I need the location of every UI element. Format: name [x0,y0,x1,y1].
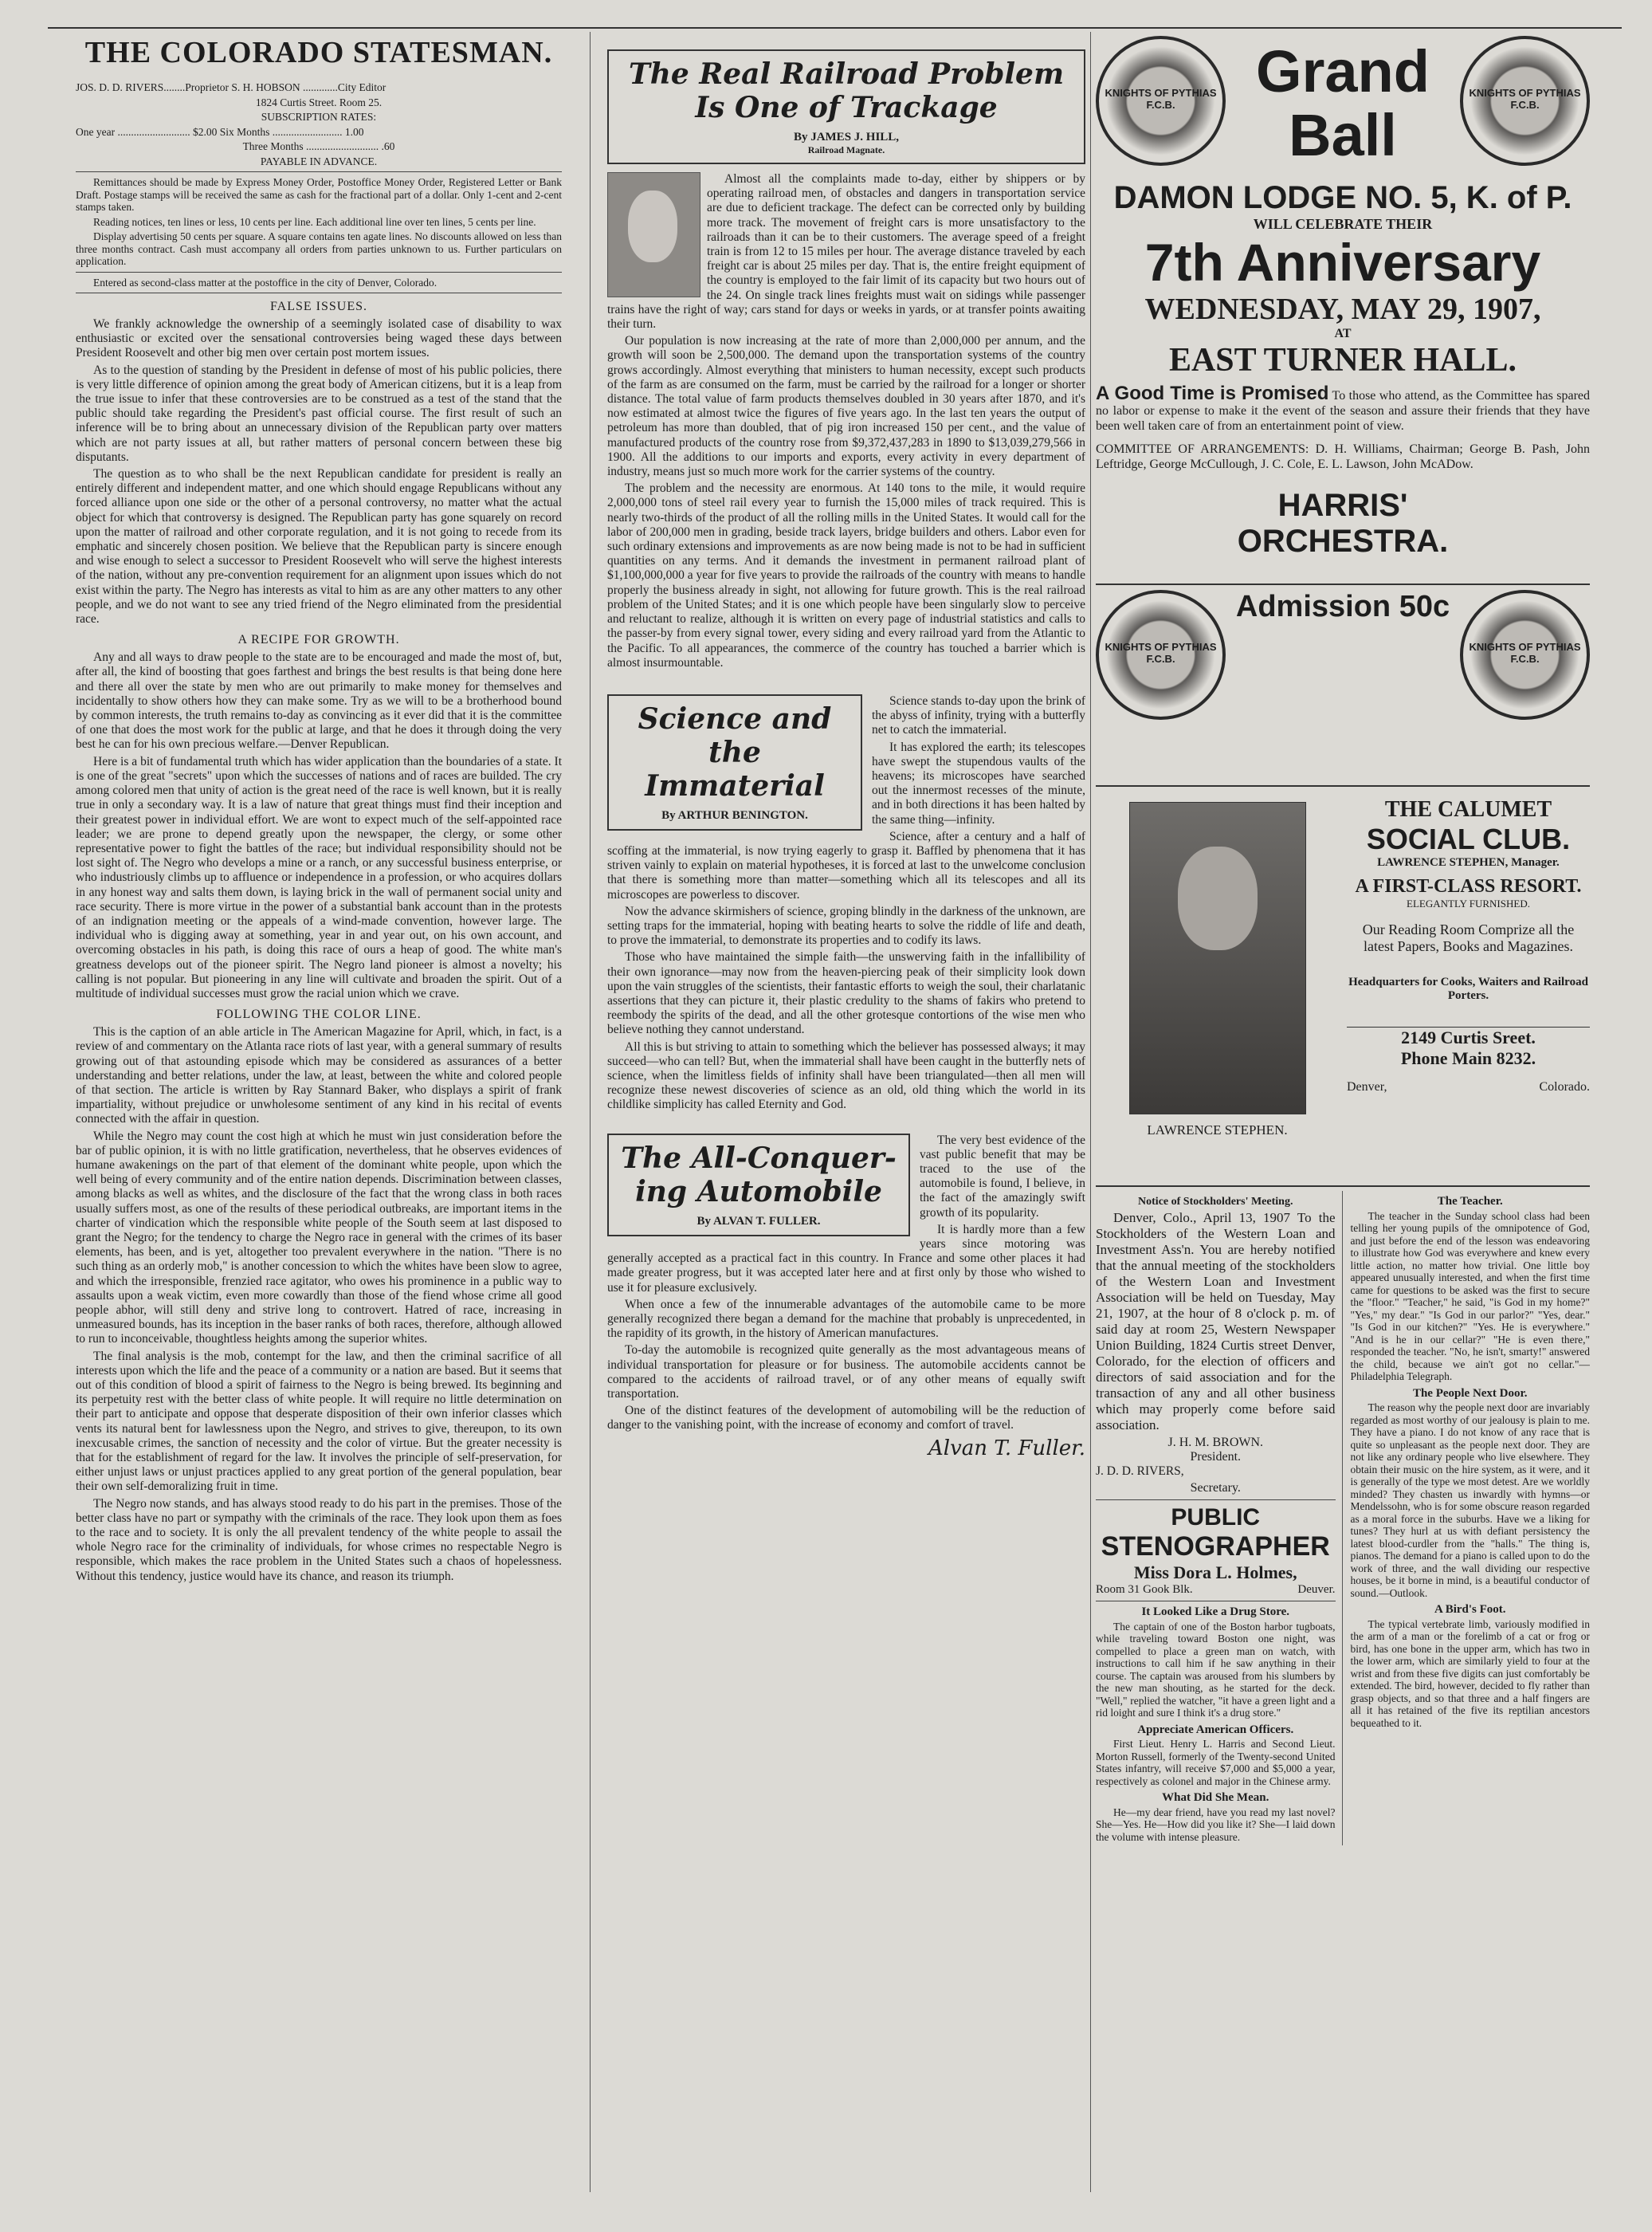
short-head: The People Next Door. [1412,1386,1528,1400]
advertisement-column [1096,32,1590,2192]
notice-sign: J. D. D. RIVERS, [1096,1464,1184,1478]
article-paragraph: While the Negro may count the cost high at which he must win just consideration before the bar of public opinion, it is with no little gratification, nevertheless, that he observes evidences of humane awakenings on the part of that element of the dominant white people, upon which the well being of every community and of the entire nation depends. Discrimination between classes, among blacks as well as whites, and the disclosure of the fact that the wrong class in both races usually suffers most, as one of the results of these periodical outbreaks, are important items in the charter of vindication which the responsible white people of the South seem at last disposed to grant the Negro; for the tendency to charge the Negro race in general with the crimes of its baser elements, has been, and is yet, altogether too prevalent everywhere in the nation. "There is no such thing as an orderly mob," is another concession to which the whites have been slow to agree, and which the irresponsible, frenzied race agitator, who owes his prominence in a public way to assaults upon a weak victim, even more cowardly than those of the fiend whose crime all good people abhor, will still deny and strive long to controvert. Hatred of race, increasing in unmeasured bounds, has its inception in the baser ranks of both races, therefore, although allowed to run to inconceivable, thoughtless heights among the superior whites. [76,1129,562,1346]
steno-room: Room 31 Gook Blk. [1096,1583,1193,1597]
byline-role: Railroad Magnate. [807,144,885,155]
divider [1096,1185,1590,1187]
column-rule-2 [1090,32,1091,2192]
stenographer-ad [1096,1504,1336,1597]
photo-caption: LAWRENCE STEPHEN. [1147,1122,1288,1138]
railroad-byline [615,131,1077,156]
divider [1096,1499,1336,1500]
article-paragraph: Those who have maintained the simple faith—the unswerving faith in the infallibility of their own ignorance—may now from the heaven-piercing peak of their simplicity look down upon the vain struggles of the scientists, their fantastic efforts to weigh the soul, their charlatanic assertions that they can picture it, their plastic credulity to the shams of fakirs who pretend to reembody the spirits of the dead, and all the other grotesque contortions of the wise men who believe nothing they cannot understand. [607,950,1085,1037]
article-paragraph: The question as to who shall be the next Republican candidate for president is really an entirely different and independent matter, and one which should engage Republicans without any forced alliance upon one side or the other of a personal controversy, no matter what the actual object for which that controversy is designed. The Republican party has gone squarely on record upon the matter of railroad and other corporate regulation, and it is not going to recede from its emphatic and sincerely chosen position. We believe that the Republican party is sincere enough and wise enough to select a successor to President Roosevelt who will serve the highest interests of the nation, without any pre-convention requirement for an alignment upon issues which do not exist within the party. The Negro has interests as vital to him as are any other matters to any other people, and we do not want to see any tried friend of the Negro eliminated from the presidential race. [76,467,562,627]
article-head: FALSE ISSUES. [269,300,368,313]
masthead-staff: JOS. D. D. RIVERS........Proprietor S. H. HOBSON .............City Editor [76,81,387,93]
committee-text: COMMITTEE OF ARRANGEMENTS: D. H. Williams, Chairman; George B. Pash, John Leftridge, George McCullough, J. C. Cole, E. L. Lawson, John McADow. [1096,442,1590,471]
science-title-box [607,694,862,831]
celebrate-text: WILL CELEBRATE THEIR [1253,216,1433,232]
promised-text: To those who attend, as the Committee has spared no labor or expense to make it the event of the season and assure their friends that they have been well taken care of from an entertainment point of view. [1096,389,1590,433]
author-portrait [607,172,700,297]
automobile-title: ing Automobile [635,1174,882,1208]
railroad-title-box [607,49,1085,164]
club-reading: Our Reading Room Comprize all the latest Papers, Books and Magazines. [1362,921,1575,954]
article-paragraph: The final analysis is the mob, contempt for the law, and then the criminal sacrifice of all interests upon which the life and the peace of a community or a nation are based. But it seems that out of this condition of blood a spirit of fairness to the Negro is being brewed. Its beginning and its perpetuity rest with the better class of white people. It will require no little determination on their part to anticipate and oppose that desperate disposition of their own inferior classes which vents its natural bent for lawlessness upon the Negro, and strives to give, thereupon, to its own inexcusable crimes, the sanction of necessity and the color of virtue. But the greater necessity is that for the establishment of regard for the law. It involves the principle of self-preservation, for either unjust laws or unjust practices applied to any great portion of the general population, bear their own self-demoralizing fruit in time. [76,1349,562,1494]
column-rule-1 [590,32,591,2192]
rates-head: SUBSCRIPTION RATES: [261,111,377,123]
masthead-title: THE COLORADO STATESMAN. [84,36,553,69]
author-signature: Alvan T. Fuller. [928,1436,1085,1460]
admission-price: Admission 50c [1096,584,1590,624]
calumet-club-ad [1096,791,1590,1181]
byline-name: By JAMES J. HILL, [793,131,900,143]
remittance-notice: Remittances should be made by Express Money Order, Postoffice Money Order, Registered Letter or Bank Draft. Postage stamps will be received the same as cash for the fractional part of a dollar. Only 1-cent and 2-cent stamps taken. [76,176,562,213]
automobile-byline: By ALVAN T. FULLER. [697,1214,821,1228]
notice-sign-title: Secretary. [1190,1481,1241,1495]
article-paragraph: Any and all ways to draw people to the state are to be encouraged and made the most of, but, after all, the kind of boosting that goes farthest and brings the best results is that being done here and there all over the state by men who are out primarily to make money for themselves and incidentally to show others how they can make some. Try as we will to be a brotherhood bound by common interests, the truth remains to-day as convincing as it ever did that it is the committee of one that does the most work for the public at large, and that he does it through doing the very best he can for his own precious welfare.—Denver Republican. [76,650,562,752]
lodge-name: DAMON LODGE NO. 5, K. of P. [1113,180,1572,215]
article-paragraph: Our population is now increasing at the rate of more than 2,000,000 per annum, and the growth will soon be 2,500,000. The demand upon the transportation systems of the country grows accordingly. Almost everything that ministers to human necessity, except such products of the farm as are consumed on the farm, must be carried by the railroad for a longer or shorter distance. The total value of farm products themselves doubled in 30 years after 1870, and it's now estimated at almost twice the figures of five years ago. In the last ten years the output of petroleum has more than doubled, that of pig iron increased 150 per cent., and the value of manufactured products of the country rose from $9,372,437,283 in 1890 to $13,039,279,566 in 1900. All the additions to our imports and exports, every activity in every department of industry, means just so much more work for the carrier systems of the country. [607,334,1085,479]
article-paragraph: It has explored the earth; its telescopes have swept the stupendous vaults of the heavens; its microscopes have searched out the innermost recesses of the minute, and in both directions it has been halted by the same thing—infinity. [872,740,1085,827]
divider [1096,785,1590,787]
article-head: FOLLOWING THE COLOR LINE. [216,1008,422,1022]
science-title: the Immaterial [645,735,825,803]
reading-notice: Reading notices, ten lines or less, 10 cents per line. Each additional line over ten lines, 5 cents per line. [93,215,536,228]
portrait-photo [1129,802,1306,1114]
ball-title: Grand [1256,38,1430,104]
club-city: Denver, [1347,1080,1387,1094]
club-furnished: ELEGANTLY FURNISHED. [1407,898,1530,910]
steno-name: Miss Dora L. Holmes, [1133,1562,1297,1583]
payable-advance: PAYABLE IN ADVANCE. [260,155,378,167]
club-resort: A FIRST-CLASS RESORT. [1355,876,1582,897]
article-paragraph: Now the advance skirmishers of science, groping blindly in the darkness of the unknown, are setting traps for the immaterial, hoping with beating hearts to solve the riddle of life and death, to prove the immaterial, to demonstrate its properties and to codify its laws. [607,904,1085,948]
science-title: Science and [638,701,832,736]
science-article [607,694,1085,1113]
article-paragraph: The Negro now stands, and has always stood ready to do his part in the premises. Those of the better class have no part or sympathy with the criminals of the race. They look upon them as foes to the race and to society. It is only the all prevalent tendency of the white people to assail the whole Negro race for the criminality of individuals, for whose crimes no respectable Negro is responsible, which makes the race problem in the United States such a chaos of hopelessness. Without this tendency, justice would have its chance, and reason its triumph. [76,1496,562,1583]
divider [76,272,562,273]
anniversary-title: 7th Anniversary [1144,233,1541,292]
article-paragraph: We frankly acknowledge the ownership of a seemingly isolated case of disability to wax enthusiastic or excited over the sensational controversies being waged these days between President Roosevelt and other big men over certain post mortem issues. [76,317,562,360]
article-head: A RECIPE FOR GROWTH. [237,633,400,647]
grand-ball-ad [1096,32,1590,781]
rate-line: One year ........................... $2.00 Six Months .......................... 1.00 [76,125,364,138]
steno-city: Deuver. [1297,1583,1336,1597]
top-rule [48,27,1622,29]
article-paragraph: The problem and the necessity are enormous. At 140 tons to the mile, it would require 2,000,000 tons of steel rail every year to furnish the 15,000 miles of track required. This is nearly two-thirds of the product of all the rolling mills in the United States. It would call for the labor of 200,000 men in grading, beside track layers, bridge builders and others. Labor even for such ordinary extensions and improvements as are now being made is not to be had in sufficient quantities on any terms. And it demands the investment in permanent railroad plant of $1,100,000,000 a year for five years to provide the railroads of the country with means to handle properly the business already in sight, not allowing for future growth. This is the real railroad problem of the United States; and it is one which people have been singularly slow to perceive and reluctant to realize, although it is written on every page of industrial statistics and calls to the passer-by from every signal tower, every siding and every railroad yard from the Atlantic to the Pacific. To all appearances, the commerce of the country has touched a barrier which is almost insurmountable. [607,481,1085,670]
notice-head: Notice of Stockholders' Meeting. [1138,1196,1293,1208]
short-body: The teacher in the Sunday school class had been telling her young pupils of the omnipotence of God, and just before the end of the lesson was endeavoring to illustrate how God was everywhere and knew every little action, no matter how trivial. One little boy appeared unusually interested, and when the first time came for questions to be asked was the first to secure the "floor." "Teacher," he said, "is God in my home?" "Yes," my dear." "Is God in our parlor?" "Yes, dear." "Is God in our kitchen?" "Yes. He is everywhere." "And is he in our cellar?" "He is even there," responded the teacher. "No, he isn't, smarty!" answered the child, because we ain't got no cellar."—Philadelphia Telegraph. [1350,1209,1590,1382]
club-street: 2149 Curtis Sreet. [1347,1027,1590,1048]
article-paragraph: This is the caption of an able article in The American Magazine for April, which, in fact, is a review of and commentary on the Atlanta race riots of last year, with a general summary of results growing out of that astounding episode which may be considered as assurances of a better understanding and better relations, under the law, at least, between the white and colored people of that section. The article is written by Ray Stannard Baker, who displays a spirit of frank impartiality, without prejudice or unwholesome sentiment of any kind in his recital of events connected with the affair in question. [76,1025,562,1126]
automobile-article [607,1134,1085,1460]
club-title: THE CALUMET [1384,797,1552,822]
lower-column-split [1096,1191,1590,1845]
article-paragraph: It is hardly more than a few years since motoring was generally accepted as a practical fact in this country. In France and some other places it had made greater progress, but it was accepted later here and at first only by those who wished to use it for pleasure exclusively. [607,1222,1085,1295]
club-headquarters: Headquarters for Cooks, Waiters and Railroad Porters. [1348,976,1588,1002]
pythias-emblem-icon: KNIGHTS OF PYTHIAS F.C.B. [1096,590,1226,720]
club-title: SOCIAL CLUB. [1366,823,1571,855]
feature-column [607,32,1085,2192]
steno-title: STENOGRAPHER [1101,1531,1330,1562]
notice-body: Denver, Colo., April 13, 1907 To the Stockholders of the Western Loan and Investment Ass'n. You are hereby notified that the annual meeting of the stockholders of the Western Loan and Investment Association will be held on Tuesday, May 21, 1907, at the hour of 8 o'clock p. m. of said day at room 25, Western Newspaper Union Building, 1824 Curtis street Denver, Colorado, for the election of officers and directors of said association and for the transaction of any and all other business which may properly come before said association. [1096,1210,1336,1432]
orchestra-name: ORCHESTRA. [1237,524,1449,559]
entered-notice: Entered as second-class matter at the postoffice in the city of Denver, Colorado. [93,276,438,289]
display-notice: Display advertising 50 cents per square. A square contains ten agate lines. No discounts allowed on less than three months contract. Cash must accompany all orders from parties unknown to us. Further particulars on application. [76,230,562,267]
short-body: He—my dear friend, have you read my last novel? She—Yes. He—How did you like it? She—I laid down the volume with intense pleasure. [1096,1806,1336,1843]
club-phone: Phone Main 8232. [1400,1048,1536,1068]
short-head: A Bird's Foot. [1434,1603,1506,1616]
article-paragraph: One of the distinct features of the development of automobiling will be the reduction of danger to the vanishing point, with the increase of economy and comfort of travel. [607,1404,1085,1432]
hall-name: EAST TURNER HALL. [1168,342,1517,379]
railroad-title: The Real Railroad Problem [628,57,1065,91]
short-head: What Did She Mean. [1162,1791,1269,1805]
article-paragraph: Almost all the complaints made to-day, either by shippers or by operating railroad men, of obstacles and dangers in transportation service are due to deficient trackage. The defect can be corrected only by building more track. The movement of freight cars is more unsatisfactory to the railroads than it can be to their customers. The average speed of a freight train is from 12 to 15 miles per hour. The average distance traveled by each freight car is about 25 miles per day. That is, the entire freight equipment of the country is employed to the fair limit of its capacity but two hours out of the 24. On single track lines freights must wait on sidings while passenger trains have the right of way; cars stand for days or weeks in yards, or at transfer points awaiting their turn. [607,172,1085,332]
club-manager: LAWRENCE STEPHEN, Manager. [1377,856,1560,869]
club-state: Colorado. [1539,1080,1590,1094]
promised-head: A Good Time is Promised [1096,383,1329,404]
masthead-address: 1824 Curtis Street. Room 25. [255,96,383,108]
short-body: The captain of one of the Boston harbor tugboats, while traveling toward Boston one night, was compelled to place a green man on watch, with instructions to call him if he saw anything in their course. The captain was aroused from his slumbers by the new man shouting, as he started for the deck. "Well," replied the watcher, "it have a green light and a rid loight and sure I think it's a drug store." [1096,1620,1336,1719]
short-head: Appreciate American Officers. [1137,1723,1294,1736]
divider [76,171,562,172]
short-body: The typical vertebrate limb, variously modified in the arm of a man or the forelimb of a cat or frog or bird, has one bone in the upper arm, which has two in the lower arm, which are similarly yield to four at the wrist and from these five digits can just comfortably be extended. The bird, however, decided to fly rather than grasp objects, and so that three and a half fingers are all it has retained of the five its reptilian ancestors bequeathed to it. [1350,1617,1590,1729]
orchestra-name: HARRIS' [1277,488,1408,523]
automobile-title-box [607,1134,910,1236]
at-text: AT [1334,327,1352,340]
rate-line: Three Months ........................... .60 [242,140,395,152]
article-paragraph: To-day the automobile is recognized quite generally as the most advantageous means of individual transportation for pleasure or for business. The automobile accidents cannot be compared to the accidents of railroad travel, or of any other means of equally swift transportation. [607,1343,1085,1401]
article-paragraph: The very best evidence of the vast public benefit that may be traced to the use of the automobile is found, I believe, in the fact of the amazingly swift growth of its popularity. [920,1133,1085,1220]
automobile-title: The All-Conquer- [621,1141,897,1175]
article-paragraph: When once a few of the innumerable advantages of the automobile came to be more generally recognized there began a demand for the machine that probably is unprecedented, in the rapidity of its growth, in the history of American manufactures. [607,1297,1085,1341]
notice-sign: J. H. M. BROWN. [1167,1436,1264,1449]
article-paragraph: Here is a bit of fundamental truth which has wider application than the boundaries of a state. It is one of the great "secrets" upon which the successes of nations and of races are builded. The cry among colored men that unity of action is the great need of the race is well known, but it is really true in only a secondary way. It is a law of nature that great things must find their inception and their greatest power in individual effort. We are wont to expect much of the self-appointed race leader; we are prone to depend greatly upon the newspaper, the clergy, or some other representative power to fight the battles of the race; but individual responsibility should not be lost sight of. The Negro who develops a mine or a ranch, or any successful business enterprise, or who industriously climbs up to affluence or independence in a profession, or who acquires dollars in any honest way and salts them down, is laying brick in the wall of permanent social unity and race security. There is more virtue in the power of a substantial bank account than in the protests of an indignation meeting or the appeals of a wind-made convention, however large. The individual who is digging away at something, year in and year out, on his own account, and overcoming obstacles in his path, is doing this race of ours a heap of good. The white man's greatness develops out of the pioneer spirit. The Negro land pioneer is almost a novelty; his calling is not popular. But pioneering in any line will cultivate and broaden the spirit. Out of a multitude of individual successes must grow the racial union which we crave. [76,754,562,1000]
article-paragraph: All this is but striving to attain to something which the believer has possessed always; it may succeed—who can tell? But, when the immaterial shall have been caught in the butterfly nets of science, when the limitless fields of infinity shall have been triangulated—then all men will recognize these newest discoveries of science as an old, old thing which the world in its childlike simplicity has called Eternity and God. [607,1039,1085,1112]
article-paragraph: Science, after a century and a half of scoffing at the immaterial, is now trying eagerly to grasp it. Baffled by phenomena that it has striven vainly to explain on material hypotheses, it is forced at last to the unwelcome conclusion that there is something more than matter—something which all its telescopes and all its microscopes are powerless to discover. [607,829,1085,902]
pythias-emblem-icon: KNIGHTS OF PYTHIAS F.C.B. [1460,36,1590,166]
article-paragraph: Science stands to-day upon the brink of the abyss of infinity, trying with a butterfly net to catch the immaterial. [872,694,1085,737]
short-body: First Lieut. Henry L. Harris and Second Lieut. Morton Russell, formerly of the Twenty-second United States infantry, will receive $7,000 and $5,000 a year, respectively as colonel and major in the Chinese army. [1096,1738,1336,1787]
article-paragraph: As to the question of standing by the President in defense of most of his public policies, there is very little difference of opinion among the great body of American citizens, but it is a leap from the true issue to infer that these controversies are to be construed as a test of the stand that the public should take regarding the President's past official course. The first result of such an inference will be to bring about an unnecessary division of the Republican party over matters which are not party issues at all, but rather matters of personal concern between these big disputants. [76,363,562,464]
ball-date: WEDNESDAY, MAY 29, 1907, [1144,293,1541,326]
editorial-column [76,32,562,2192]
short-head: It Looked Like a Drug Store. [1141,1605,1290,1619]
short-head: The Teacher. [1437,1195,1503,1208]
ball-title: Ball [1289,102,1397,168]
steno-title: PUBLIC [1171,1504,1261,1531]
railroad-title: Is One of Trackage [695,91,998,124]
pythias-emblem-icon: KNIGHTS OF PYTHIAS F.C.B. [1460,590,1590,720]
short-body: The reason why the people next door are invariably regarded as most worthy of our jealousy is plain to me. They have a piano. I do not know of any race that is quite so unpleasant as the people next door. They are not like any ordinary people who live elsewhere. They obtain their music on the hire system, as it were, and it is generally of the type we most detest. Are we worldly minded? They chasten us inwardly with hymns—or Mendelssohn, who is for some obscure reason regarded as a moral force in the suburbs. Have we a liking for tunes? They hurl at us with defiant persistency the latest blood-curdler from the "halls." The thing is, pianos. The demand for a piano is called upon to do the work of three, and the wall dividing our respective houses, be it borne in mind, is a beautiful conductor of sound.—Outlook. [1350,1401,1590,1599]
notice-sign-title: President. [1190,1450,1242,1464]
science-byline: By ARTHUR BENINGTON. [661,808,808,822]
pythias-emblem-icon: KNIGHTS OF PYTHIAS F.C.B. [1096,36,1226,166]
